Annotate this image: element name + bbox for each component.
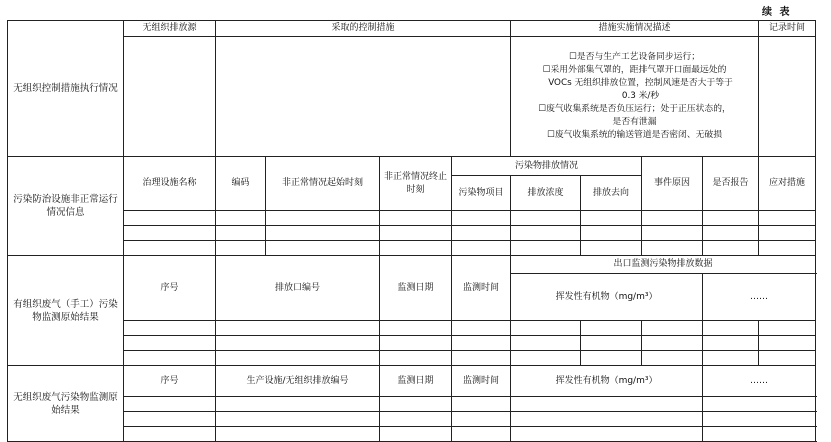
header-reported: 是否报告: [703, 157, 759, 211]
table-cell[interactable]: [581, 321, 642, 336]
table-cell[interactable]: [511, 226, 581, 241]
table-cell[interactable]: [380, 211, 452, 226]
table-cell[interactable]: [703, 321, 759, 336]
table-cell[interactable]: [452, 351, 511, 366]
table-cell[interactable]: [452, 241, 511, 256]
header-destination: 排放去向: [581, 176, 642, 211]
table-cell[interactable]: [703, 412, 816, 427]
table-cell[interactable]: [216, 321, 380, 336]
control-section-label: 无组织控制措施执行情况: [8, 21, 124, 157]
organized-section-label: 有组织废气（手工）污染物监测原始结果: [8, 256, 124, 366]
header-control-measures: 采取的控制措施: [216, 21, 511, 37]
header-concentration: 排放浓度: [511, 176, 581, 211]
table-cell[interactable]: [581, 226, 642, 241]
table-cell[interactable]: [380, 241, 452, 256]
table-cell[interactable]: [511, 351, 581, 366]
record-table: [7, 20, 816, 442]
table-cell[interactable]: [581, 241, 642, 256]
table-cell[interactable]: [581, 211, 642, 226]
table-cell[interactable]: [380, 351, 452, 366]
table-cell[interactable]: [452, 397, 511, 412]
unorganized-section-label: 无组织废气污染物监测原始结果: [8, 366, 124, 442]
table-cell[interactable]: [511, 321, 581, 336]
table-cell[interactable]: [266, 211, 380, 226]
header-voc-2: 挥发性有机物（mg/m³）: [511, 366, 703, 397]
table-cell[interactable]: [216, 412, 380, 427]
table-cell[interactable]: [759, 321, 816, 336]
table-cell[interactable]: [642, 241, 703, 256]
header-more-2: ……: [703, 366, 816, 397]
table-cell[interactable]: [703, 211, 759, 226]
table-cell[interactable]: [380, 226, 452, 241]
table-cell[interactable]: [216, 211, 266, 226]
table-cell[interactable]: [216, 397, 380, 412]
implementation-description: [511, 37, 759, 157]
table-cell[interactable]: [266, 226, 380, 241]
table-cell[interactable]: [642, 321, 703, 336]
desc-line-2: ☐采用外部集气罩的，距排气罩开口面最远处的: [542, 65, 727, 75]
table-cell[interactable]: [266, 241, 380, 256]
table-cell[interactable]: [703, 241, 759, 256]
table-cell[interactable]: [703, 226, 759, 241]
header-more: ……: [703, 274, 816, 321]
table-cell[interactable]: [703, 351, 759, 366]
table-cell[interactable]: [124, 412, 216, 427]
table-cell[interactable]: [452, 336, 511, 351]
table-cell[interactable]: [124, 226, 216, 241]
table-cell[interactable]: [581, 351, 642, 366]
table-cell[interactable]: [452, 427, 511, 442]
table-cell[interactable]: [703, 397, 816, 412]
table-cell[interactable]: [642, 351, 703, 366]
header-record-time: 记录时间: [759, 21, 816, 37]
desc-line-4: 0.3 米/秒: [621, 91, 660, 101]
table-cell[interactable]: [759, 241, 816, 256]
desc-line-3: VOCs 无组织排放位置，控制风速是否大于等于: [548, 78, 733, 88]
header-seq: 序号: [124, 256, 216, 321]
header-end-time: 非正常情况终止时刻: [380, 157, 452, 211]
table-cell[interactable]: [124, 321, 216, 336]
header-monitor-date: 监测日期: [380, 256, 452, 321]
table-cell[interactable]: [452, 412, 511, 427]
header-emission-source: 无组织排放源: [124, 21, 216, 37]
header-seq-2: 序号: [124, 366, 216, 397]
desc-line-6: 是否有泄漏: [612, 117, 657, 127]
table-cell[interactable]: [124, 241, 216, 256]
header-facility-name: 治理设施名称: [124, 157, 216, 211]
table-cell[interactable]: [380, 412, 452, 427]
control-measures-cell[interactable]: [216, 37, 511, 157]
table-cell[interactable]: [759, 336, 816, 351]
header-implementation: 措施实施情况描述: [511, 21, 759, 37]
table-cell[interactable]: [511, 211, 581, 226]
table-cell[interactable]: [642, 211, 703, 226]
table-cell[interactable]: [642, 336, 703, 351]
abnormal-section-label: 污染防治设施非正常运行情况信息: [8, 157, 124, 256]
header-voc: 挥发性有机物（mg/m³）: [511, 274, 703, 321]
table-cell[interactable]: [511, 336, 581, 351]
table-cell[interactable]: [642, 226, 703, 241]
table-cell[interactable]: [124, 211, 216, 226]
table-cell[interactable]: [759, 351, 816, 366]
header-measures: 应对措施: [759, 157, 816, 211]
table-cell[interactable]: [759, 211, 816, 226]
desc-line-5: ☐废气收集系统是否负压运行；处于正压状态的，: [538, 104, 731, 114]
continued-label: 续 表: [762, 7, 792, 18]
header-outlet-code: 排放口编号: [216, 256, 380, 321]
header-monitor-time-2: 监测时间: [452, 366, 511, 397]
table-cell[interactable]: [452, 226, 511, 241]
table-cell[interactable]: [124, 336, 216, 351]
table-cell[interactable]: [124, 351, 216, 366]
table-cell[interactable]: [216, 241, 266, 256]
table-cell[interactable]: [581, 336, 642, 351]
table-cell[interactable]: [703, 336, 759, 351]
table-cell[interactable]: [380, 427, 452, 442]
table-cell[interactable]: [124, 427, 216, 442]
emission-source-cell[interactable]: [124, 37, 216, 157]
table-cell[interactable]: [216, 336, 380, 351]
table-cell[interactable]: [124, 397, 216, 412]
header-start-time: 非正常情况起始时刻: [266, 157, 380, 211]
header-monitor-time: 监测时间: [452, 256, 511, 321]
table-cell[interactable]: [452, 211, 511, 226]
desc-line-7: ☐废气收集系统的输送管道是否密闭、无破损: [547, 130, 723, 140]
table-cell[interactable]: [759, 226, 816, 241]
table-cell[interactable]: [511, 427, 703, 442]
header-pollutant: 污染物项目: [452, 176, 511, 211]
header-emission-group: 污染物排放情况: [452, 157, 642, 176]
header-facility-code: 生产设施/无组织排放编号: [216, 366, 380, 397]
table-cell[interactable]: [511, 412, 703, 427]
header-cause: 事件原因: [642, 157, 703, 211]
table-cell[interactable]: [380, 336, 452, 351]
record-time-cell[interactable]: [759, 37, 816, 157]
table-cell[interactable]: [703, 427, 816, 442]
table-cell[interactable]: [216, 351, 380, 366]
table-cell[interactable]: [511, 397, 703, 412]
table-cell[interactable]: [216, 226, 266, 241]
header-outlet-data: 出口监测污染物排放数据: [511, 256, 816, 274]
table-cell[interactable]: [216, 427, 380, 442]
table-cell[interactable]: [511, 241, 581, 256]
table-cell[interactable]: [380, 321, 452, 336]
table-cell[interactable]: [380, 397, 452, 412]
desc-line-1: ☐是否与生产工艺设备同步运行；: [569, 52, 701, 62]
header-monitor-date-2: 监测日期: [380, 366, 452, 397]
header-code: 编码: [216, 157, 266, 211]
table-cell[interactable]: [452, 321, 511, 336]
